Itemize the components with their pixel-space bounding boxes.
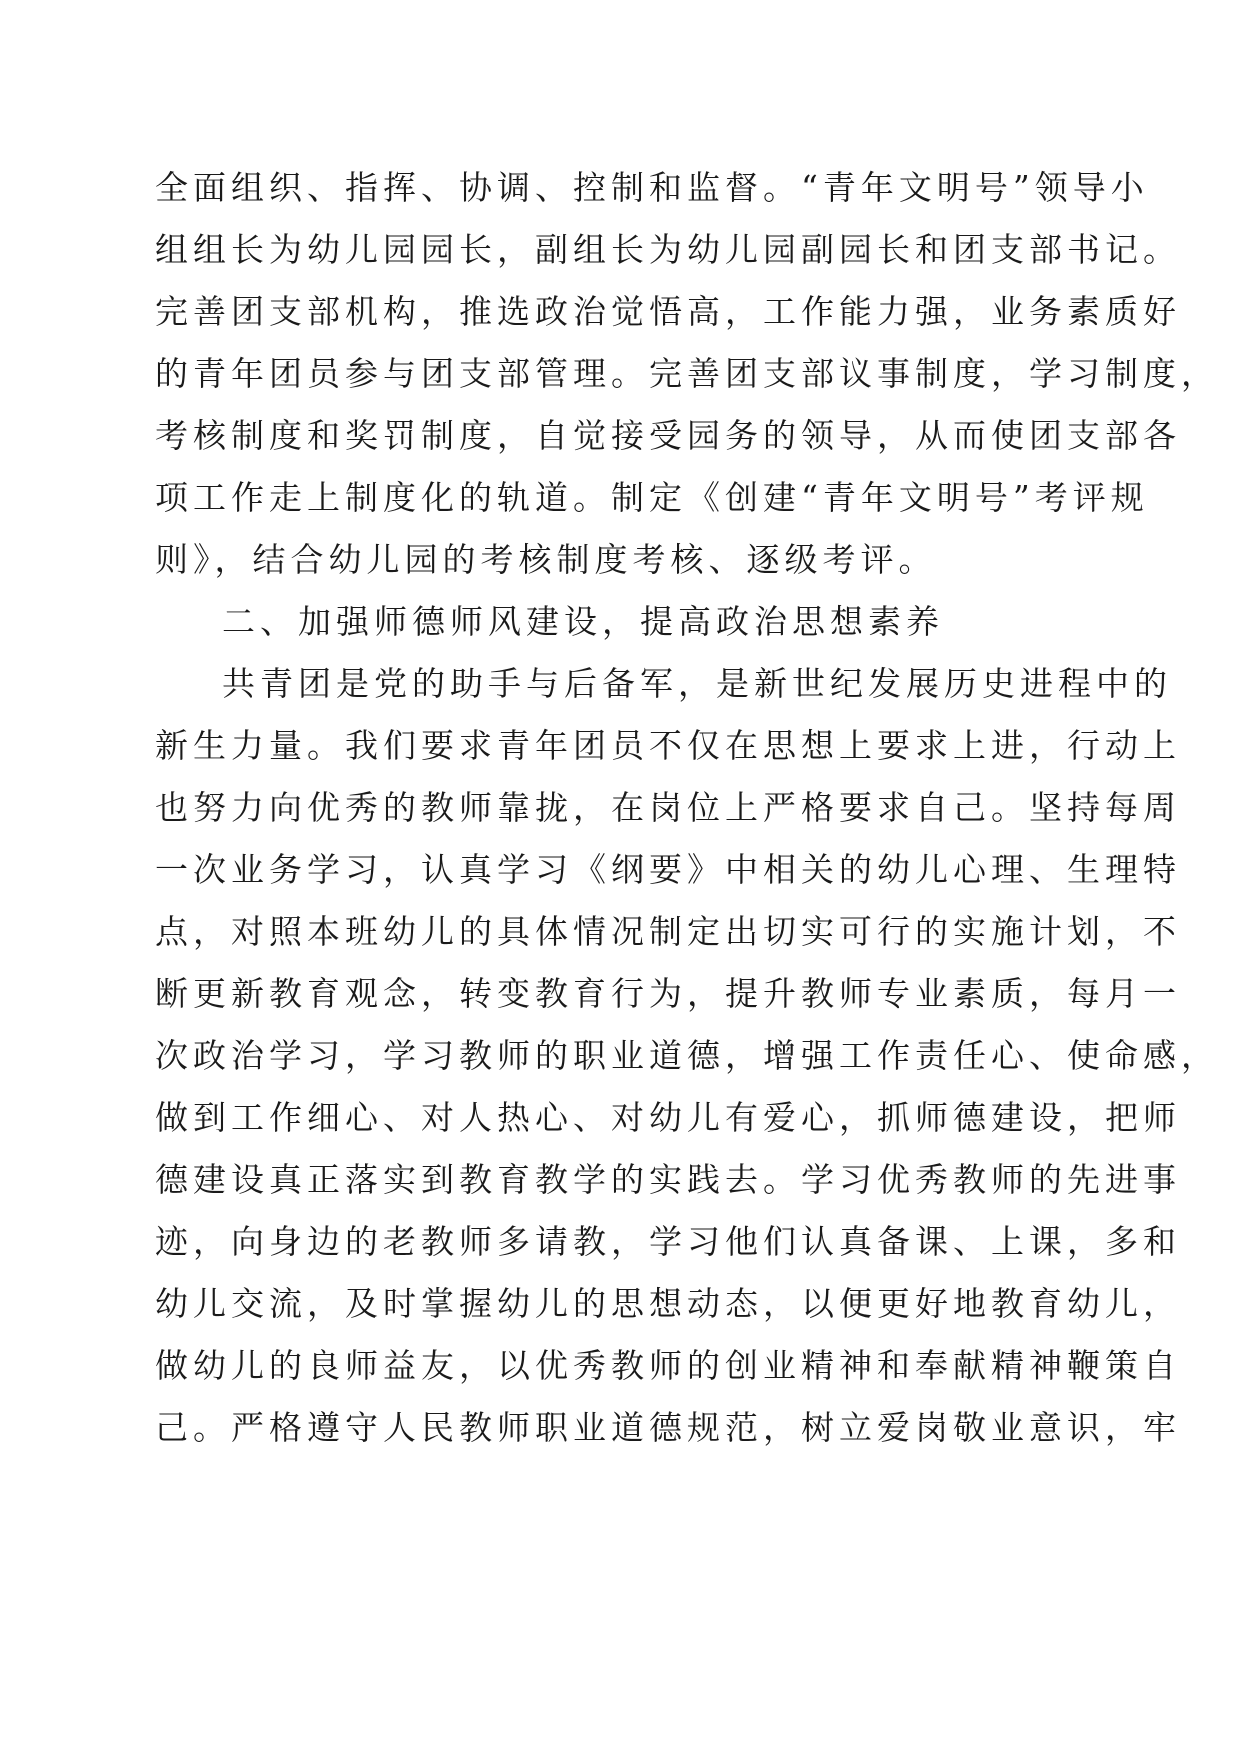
text-line: 幼儿交流，及时掌握幼儿的思想动态，以便更好地教育幼儿，: [155, 1284, 1181, 1323]
text-line: 则》，结合幼儿园的考核制度考核、逐级考评。: [155, 540, 937, 579]
text-line: 项工作走上制度化的轨道。制定《创建“青年文明号”考评规: [155, 478, 1149, 517]
text-line: 做到工作细心、对人热心、对幼儿有爱心，抓师德建设，把师: [155, 1098, 1181, 1137]
text-line: 考核制度和奖罚制度，自觉接受园务的领导，从而使团支部各: [155, 416, 1181, 455]
text-line: 全面组织、指挥、协调、控制和监督。“青年文明号”领导小: [155, 168, 1149, 207]
text-line: 也努力向优秀的教师靠拢，在岗位上严格要求自己。坚持每周: [155, 788, 1181, 827]
text-line: 次政治学习，学习教师的职业道德，增强工作责任心、使命感，: [155, 1036, 1219, 1075]
text-line: 断更新教育观念，转变教育行为，提升教师专业素质，每月一: [155, 974, 1181, 1013]
paragraph-first-line: 共青团是党的助手与后备军，是新世纪发展历史进程中的: [222, 664, 1172, 703]
text-line: 完善团支部机构，推选政治觉悟高，工作能力强，业务素质好: [155, 292, 1181, 331]
text-line: 的青年团员参与团支部管理。完善团支部议事制度，学习制度，: [155, 354, 1219, 393]
text-line: 迹，向身边的老教师多请教，学习他们认真备课、上课，多和: [155, 1222, 1181, 1261]
text-line: 一次业务学习，认真学习《纲要》中相关的幼儿心理、生理特: [155, 850, 1181, 889]
text-line: 德建设真正落实到教育教学的实践去。学习优秀教师的先进事: [155, 1160, 1181, 1199]
text-line: 新生力量。我们要求青年团员不仅在思想上要求上进，行动上: [155, 726, 1181, 765]
text-line: 己。严格遵守人民教师职业道德规范，树立爱岗敬业意识，牢: [155, 1408, 1181, 1447]
text-line: 组组长为幼儿园园长，副组长为幼儿园副园长和团支部书记。: [155, 230, 1181, 269]
text-line: 点，对照本班幼儿的具体情况制定出切实可行的实施计划，不: [155, 912, 1181, 951]
text-line: 做幼儿的良师益友，以优秀教师的创业精神和奉献精神鞭策自: [155, 1346, 1181, 1385]
section-heading: 二、加强师德师风建设，提高政治思想素养: [222, 602, 944, 641]
